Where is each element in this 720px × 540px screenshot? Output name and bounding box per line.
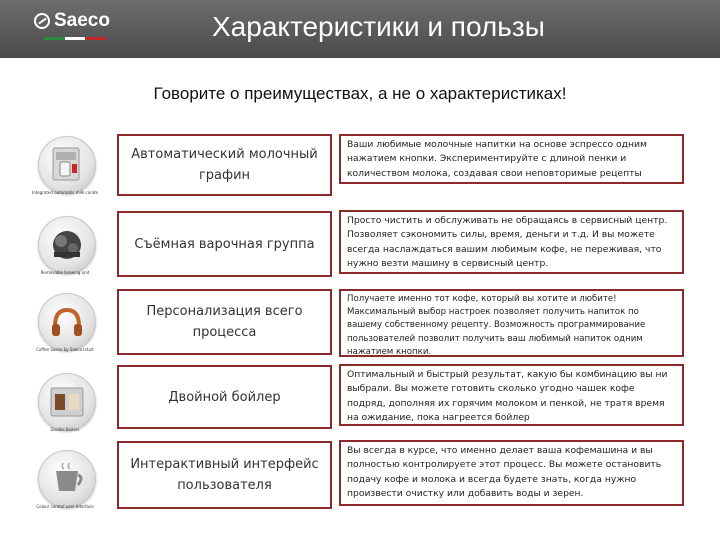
italian-flag-stripe — [44, 37, 106, 40]
thumb-caption: Removable brewing unit — [40, 270, 90, 275]
saeco-logo — [34, 10, 110, 32]
brand-name: Saeco — [54, 10, 110, 31]
thumb-caption: Colour control user Interface — [36, 504, 94, 509]
feature-box: Персонализация всего процесса — [117, 289, 332, 355]
headphones-icon — [38, 293, 96, 351]
feature-box: Съёмная варочная группа — [117, 211, 332, 277]
thumb-caption: Integrated automatic milk carafe — [31, 190, 99, 195]
slide-subtitle: Говорите о преимуществах, а не о характеристиках! — [153, 84, 567, 103]
cup-icon — [38, 450, 96, 508]
double-boiler-icon — [38, 373, 96, 431]
benefit-box: Получаете именно тот кофе, который вы хотите и любите! Максимальный выбор настроек позволяет получить напиток по вашему собственному рецепту. Возможность программирование пользователей позволит получить ваш любимый напиток одним нажатием кнопки. — [339, 289, 684, 357]
benefit-box: Вы всегда в курсе, что именно делает ваша кофемашина и вы полностью контролируете этот процесс. Вы можете остановить подачу кофе и молока и всегда будете знать, когда нужно произвести очистку или добавить воды и зерен. — [339, 440, 684, 506]
feature-box: Интерактивный интерфейс пользователя — [117, 441, 332, 509]
benefit-box: Ваши любимые молочные напитки на основе эспрессо одним нажатием кнопки. Экспериментируйте с длиной пенки и количеством молока, создавая свои неповторимые рецепты — [339, 134, 684, 184]
feature-box: Автоматический молочный графин — [117, 134, 332, 196]
benefit-box: Оптимальный и быстрый результат, какую бы комбинацию вы ни выбрали. Вы можете готовить сколько угодно чашек кофе подряд, дополняя их горячим молоком и пенкой, не тратя время на ожидание, пока нагреется бойлер — [339, 364, 684, 426]
slide-title: Характеристики и пользы — [212, 11, 545, 42]
saeco-mark-icon — [34, 13, 50, 29]
thumb-caption: Coffee Saeco by Saeco Intuit — [36, 347, 94, 352]
benefit-box: Просто чистить и обслуживать не обращаясь в сервисный центр. Позволяет сэкономить силы, время, деньги и т.д. И вы можете всегда наслаждаться вашим любимым кофе, не переживая, что нужно везти машину в сервисный центр. — [339, 210, 684, 274]
feature-box: Двойной бойлер — [117, 365, 332, 429]
milk-carafe-icon — [38, 136, 96, 194]
thumb-caption: Double Boilers — [50, 427, 80, 432]
header-bar — [0, 0, 720, 58]
brew-group-icon — [38, 216, 96, 274]
